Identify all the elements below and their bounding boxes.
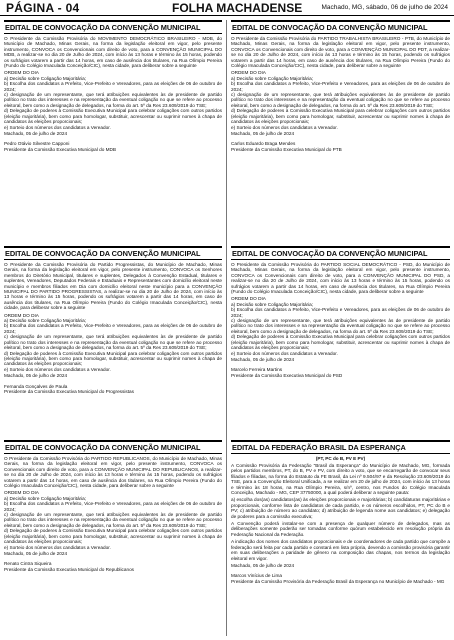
notice-title: EDITAL DE CONVOCAÇÃO DA CONVENÇÃO MUNICIPAL bbox=[231, 246, 450, 260]
order-heading: ORDEM DO DIA bbox=[4, 490, 39, 496]
notice-city-date: Machado, 05 de julho de 2024 bbox=[231, 356, 295, 362]
signer-role: Presidente da Comissão Executiva Municipal do MDB bbox=[4, 146, 117, 152]
notice-title: EDITAL DE CONVOCAÇÃO DA CONVENÇÃO MUNICIPAL bbox=[4, 20, 222, 34]
order-item: d) Delegação de poderes à Comissão Executiva Municipal para celebrar coligações com outros partidos (eleição majoritária), bem como para homologar, substituir, acrescentar ou suprimir nomes à chapa de candidatos às eleições proporcionais; bbox=[231, 334, 450, 351]
notice-city-date: Machado, 05 de julho de 2024 bbox=[4, 373, 68, 379]
order-item: d) Delegação de poderes à Comissão Executiva Municipal para celebrar coligações com outros partidos (eleição majoritária), bem como para homologar, substituir, acrescentar ou suprimir nomes à chapa de candidatos às eleições proporcionais; bbox=[4, 350, 222, 367]
order-heading: ORDEM DO DIA bbox=[231, 70, 266, 76]
order-item: d) Delegação de poderes à Comissão Executiva Municipal para celebrar coligações com outros partidos (eleição majoritária), bem como para homologar, substituir, acrescentar ou suprimir nomes à chapa de candidatos às eleições proporcionais; bbox=[231, 108, 450, 125]
order-item: a) Decisão sobre Coligação Majoritária; bbox=[4, 75, 87, 81]
signer-name: Pedro Otávio Silvestre Capponi bbox=[4, 141, 70, 147]
order-item: c) designação de um representante, que terá atribuições equivalentes às de presidente de partido político no trato dos interesses e na representação da eventual coligação no que se refere ao processo eleitoral, bem como a designação de delegados, na forma do art. 5º da Res 23.609/2019 do TSE; bbox=[4, 92, 222, 108]
order-item: e) Sorteio dos números dos candidatos a Vereador. bbox=[4, 124, 111, 130]
order-item: a) Decisão sobre Coligação Majoritária; bbox=[231, 301, 314, 307]
notice-psd bbox=[231, 246, 450, 436]
federation-paragraph: A Comissão Provisória da Federação "Brasil da Esperança" do Município de Machado, MG, formada pelos partidos membros, PT, do B, PV e PV, com direito a voto, que se encarregarão de convocar seus filiados e filiadas, na forma do Estatuto da FE Brasil, da Lei nº 9.504/97 e da Resolução 23.609/2019 do TSE, para a Convenção Eleitoral Unificada, a se realizar em 20 de julho de 2024, com início às 13 horas e término às 18 horas, na Rua Olímpio Pereira, s/nº, centro, nos Fundos do Colégio Imaculada Conceição, Machado - MG, CEP 37750000, a qual poderá deliberar a seguinte pauta: bbox=[231, 463, 450, 496]
order-item: c) designação de um representante, que terá atribuições equivalentes às de presidente de partido político no trato dos interesses e na representação da eventual coligação no que se refere ao processo eleitoral, bem como a designação de delegados, na forma do art. 5º da Res 23.609/2019 do TSE; bbox=[231, 318, 450, 334]
federation-subtitle: (PT, PC do B, PV E PV) bbox=[315, 456, 366, 461]
notice-city-date: Machado, 05 de julho de 2024 bbox=[4, 130, 68, 136]
notice-ptb bbox=[231, 20, 450, 242]
signer-role: Presidente da Comissão Executiva Municipal do PSD bbox=[231, 372, 343, 378]
order-item: e) Sorteio dos números dos candidatos a Vereador. bbox=[231, 124, 338, 130]
order-item: d) Delegação de poderes à Comissão Executiva Municipal para celebrar coligações com outros partidos (eleição majoritária), bem como para homologar, substituir, acrescentar ou suprimir nomes à chapa de candidatos às eleições proporcionais; bbox=[4, 528, 222, 545]
page-number: PÁGINA - 04 bbox=[6, 1, 80, 15]
notice-intro: O Presidente da Comissão Provisória do PARTIDO REPUBLICANOS, do Município de Machado, Minas Gerais, na forma da legislação eleitoral em vigor, pelo presente instrumento, CONVOCA os Convencionais com direito de voto, para a CONVENÇÃO MUNICIPAL DO REPUBLICANOS, a realizar-se no dia 20 de Julho de 2024, com início às 13 horas e término às 15 horas, podendo os sufrágios votarem a partir das 14 horas, em caso de ausência dos titulares, na Rua Olímpio Pereira (Fundo do Colégio Imaculada Conceição/CIC), nesta cidade, para deliberar sobre a seguinte bbox=[4, 456, 222, 489]
signer-name: Fernanda Gonçalves de Paula bbox=[4, 383, 68, 389]
order-item: a) Decisão sobre Coligação Majoritária; bbox=[4, 495, 87, 501]
notice-city-date: Machado, 05 de julho de 2024 bbox=[4, 550, 68, 556]
order-item: c) designação de um representante, que terá atribuições equivalentes às de presidente de partido político no trato dos interesses e na representação da eventual coligação no que se refere ao processo eleitoral, bem como a designação de delegados, na forma do art. 5º da Res 23.609/2019 do TSE; bbox=[4, 512, 222, 528]
notice-federation bbox=[231, 440, 450, 636]
notice-intro: O Presidente da Comissão Provisória do PARTIDO SOCIAL DEMOCRÁTICO - PSD, do Município de Machado, Minas Gerais, na forma da legislação eleitoral em vigor, pelo presente instrumento, CONVOCA os Convencionais com direito de voto, para a CONVENÇÃO MUNICIPAL DO PSD, a realizar-se no dia 20 de Julho de 2024, com início às 13 horas e término às 15 horas, podendo os sufrágios votarem a partir das 14 horas, em caso de ausência dos titulares, na Rua Olímpio Pereira (Fundo do Colégio Imaculada Conceição/CIC), nesta cidade, para deliberar sobre a seguinte bbox=[231, 262, 450, 295]
newspaper-name: FOLHA MACHADENSE bbox=[172, 1, 303, 15]
federation-paragraph: a) escolha dos(as) candidatos(as) às eleições proporcionais e majoritárias; b) candidaturas majoritárias e proporcionais, conforme lista de candidatos de cada partido, e os números escolhidos, PT, PC do B e PV; c) atribuição de número ao candidato; d) atribuição de legenda nome aos candidatos; e) delegação de poderes para a comissão executiva; bbox=[231, 497, 450, 519]
order-item: c) designação de um representante, que terá atribuições equivalentes às de presidente de partido político no trato dos interesses e na representação da eventual coligação no que se refere ao processo eleitoral, bem como a designação de delegados, na forma do art. 5º da Res 23.609/2019 do TSE; bbox=[4, 334, 222, 351]
order-item: a) Decisão sobre Coligação Majoritária; bbox=[4, 318, 87, 324]
notice-intro: O Presidente da Comissão Provisória do PARTIDO TRABALHISTA BRASILEIRO - PTB, do Município de Machado, Minas Gerais, na forma da legislação eleitoral em vigor, pelo presente instrumento, CONVOCA os Convencionais com direito de voto, para a CONVENÇÃO MUNICIPAL DO PDT, a realizar-se no dia 20 de Julho de 2024, com início às 13 horas e término às 15 horas, podendo os sufrágios votarem a partir das 14 horas, em caso de ausência dos titulares, na Rua Olímpio Pereira (Fundo do Colégio Imaculada Conceição/CIC), nesta cidade, para deliberar sobre a seguinte bbox=[231, 36, 450, 69]
order-heading: ORDEM DO DIA bbox=[231, 296, 266, 302]
notice-mdb bbox=[4, 20, 222, 242]
signer-name: Marcos Vinícius de Lima bbox=[231, 573, 282, 579]
order-item: b) Escolha dos candidatos a Prefeito, Vice-Prefeito e Vereadores, para as eleições de 06 de outubro de 2024; bbox=[231, 307, 450, 318]
order-item: e) Sorteio dos números dos candidatos a Vereador. bbox=[231, 350, 338, 356]
federation-title: EDITAL DA FEDERAÇÃO BRASIL DA ESPERANÇA bbox=[231, 440, 450, 454]
signer-name: Marcelo Ferreira Martins bbox=[231, 367, 283, 373]
signer-role: Presidente da Comissão Executiva Municipal do PTB bbox=[231, 146, 342, 152]
notice-progressistas bbox=[4, 246, 222, 436]
signer-role: Presidente da Comissão Provisória da Federação Brasil da Esperança no Município de Machado - MG bbox=[231, 578, 445, 584]
notice-city-date: Machado, 05 de julho de 2024 bbox=[231, 130, 295, 136]
order-item: b) Escolha dos candidatos a Prefeito, Vice-Prefeito e Vereadores, para as eleições de 06 de outubro de 2024; bbox=[4, 501, 222, 512]
signer-role: Presidente da Comissão Executiva Municipal do Republicanos bbox=[4, 566, 135, 572]
federation-paragraph: A indicação dos nomes dos candidatos proporcionais e de coordenadores de cada partido que compõe a federação será feita por cada partido e constará em lista própria, devendo a comissão provisória garantir em suas deliberações a paridade de gênero na composição das chapas, nos termos da legislação eleitoral em vigor. bbox=[231, 539, 450, 561]
notice-title: EDITAL DE CONVOCAÇÃO DA CONVENÇÃO MUNICIPAL bbox=[231, 20, 450, 34]
notice-title: EDITAL DE CONVOCAÇÃO DA CONVENÇÃO MUNICIPAL bbox=[4, 440, 222, 454]
order-heading: ORDEM DO DIA bbox=[4, 70, 39, 76]
signer-role: Presidente da Comissão Executiva Municipal do Progressistas bbox=[4, 388, 135, 394]
order-item: a) Decisão sobre Coligação Majoritária; bbox=[231, 75, 314, 81]
order-item: b) Escolha dos candidatos a Prefeito, Vice-Prefeito e Vereadores, para as eleições de 06 de outubro de 2024; bbox=[231, 81, 450, 92]
notice-title: EDITAL DE CONVOCAÇÃO DA CONVENÇÃO MUNICIPAL bbox=[4, 246, 222, 260]
order-item: e) Sorteio dos números dos candidatos a Vereador. bbox=[4, 544, 111, 550]
page-header bbox=[0, 0, 454, 16]
order-item: b) Escolha dos candidatos a Prefeito, Vice-Prefeito e Vereadores, para as eleições de 06 de outubro de 2024; bbox=[4, 323, 222, 334]
notice-republicanos bbox=[4, 440, 222, 636]
order-item: b) Escolha dos candidatos a Prefeito, Vice-Prefeito e Vereadores, para as eleições de 06 de outubro de 2024; bbox=[4, 81, 222, 92]
notice-intro: O Presidente da Comissão Provisória do Partido Progressistas, do Município de Machado, Minas Gerais, na forma da legislação eleitoral em vigor, pelo presente instrumento, CONVOCA os Senhores membros do Diretório Municipal, titulares e suplentes, Delegados à Convenção Estadual, titulares e suplentes, Vereadores, Deputados Federais e Estaduais e Representantes com domicílio eleitoral neste município e membros filiados em Dia com domicílio eleitoral neste município para a CONVENÇÃO MUNICIPAL DO PARTIDO PROGRESSISTAS, a realizar-se no dia 20 de Julho de 2024, com início às 13 horas e término às 15 horas, podendo os sufrágios votarem a partir das 14 horas, em caso de ausência dos titulares, na Rua Olímpio Pereira (Fundo do Colégio Imaculada Conceição/CIC), nesta cidade, para deliberar sobre a seguinte bbox=[4, 262, 222, 311]
signer-name: Renato Cintra Siqueira bbox=[4, 561, 52, 567]
federation-paragraph: A Convenção poderá instalar-se com a presença de qualquer número de delegados, mas as deliberações somente poderão ser tomadas conforme quórum estabelecido em resolução própria da Federação Nacional da Federação. bbox=[231, 521, 450, 537]
signer-name: Carlos Eduardo Braga Mendes bbox=[231, 141, 296, 147]
order-item: c) designação de um representante, que terá atribuições equivalentes às de presidente de partido político no trato dos interesses e na representação da eventual coligação no que se refere ao processo eleitoral, bem como a designação de delegados, na forma do art. 5º da Res 23.609/2019 do TSE; bbox=[231, 92, 450, 108]
order-heading: ORDEM DO DIA bbox=[4, 312, 39, 318]
issue-date: Machado, MG, sábado, 06 de julho de 2024 bbox=[321, 4, 448, 11]
column-divider bbox=[226, 20, 227, 636]
notice-intro: O Presidente da Comissão Provisória do MOVIMENTO DEMOCRÁTICO BRASILEIRO - MDB, do Município de Machado, Minas Gerais, na forma da legislação eleitoral em vigor, pelo presente instrumento, CONVOCA os Convencionais com direito de voto, para a CONVENÇÃO MUNICIPAL DO MDB, a realizar-se no dia 20 de Julho de 2024, com início às 13 horas e término às 15 horas, podendo os sufrágios votarem a partir das 14 horas, em caso de ausência dos titulares, na Rua Olímpio Pereira (Fundo do Colégio Imaculada Conceição/CIC), nesta cidade, para deliberar sobre a seguinte bbox=[4, 36, 222, 69]
order-item: d) Delegação de poderes à Comissão Executiva Municipal para celebrar coligações com outros partidos (eleição majoritária), bem como para homologar, substituir, acrescentar ou suprimir nomes à chapa de candidatos às eleições proporcionais; bbox=[4, 108, 222, 125]
federation-city-date: Machado, 05 de julho de 2024 bbox=[231, 562, 295, 568]
order-item: e) Sorteio dos números dos candidatos a Vereador. bbox=[4, 366, 111, 372]
